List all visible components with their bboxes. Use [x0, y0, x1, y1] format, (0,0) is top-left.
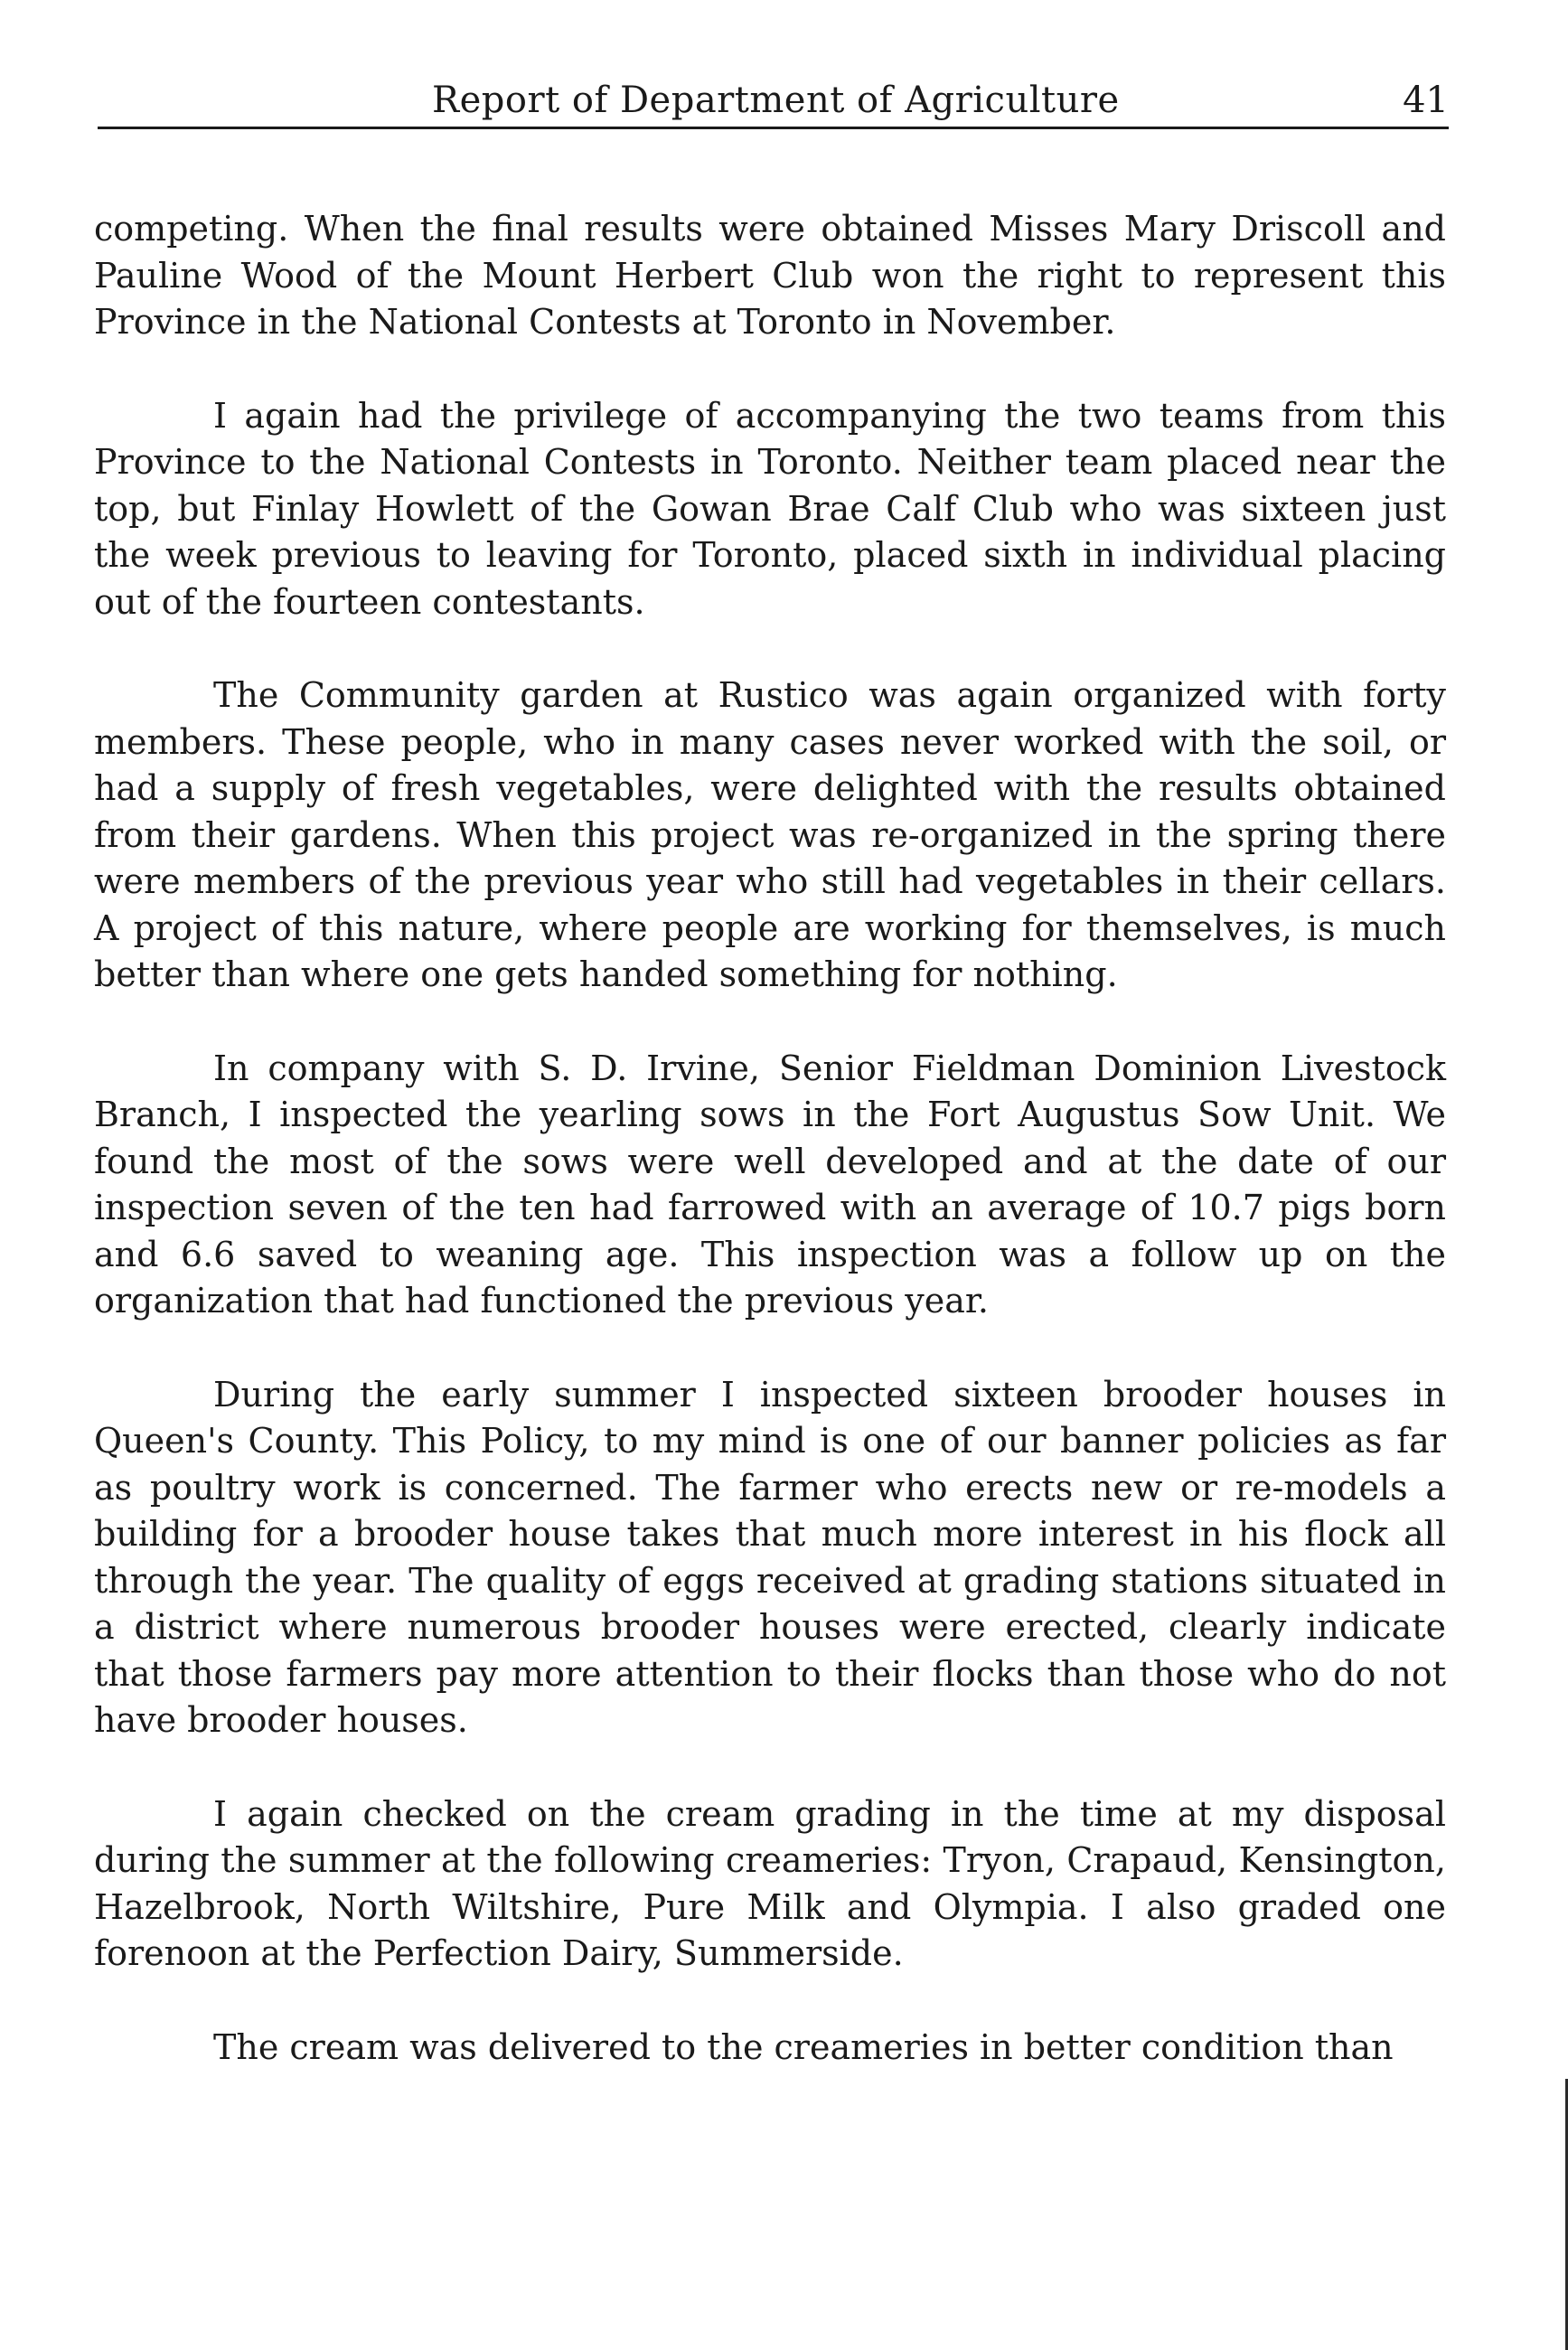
body-text: [94, 206, 1446, 2071]
paragraph-brooder-houses: During the early summer I inspected sixteen brooder houses in Queen's County. This Policy, to my mind is one of our banner policies as far as poultry work is concerned. The farmer who erects new or re-models a building for a brooder house takes that much more interest in his flock all through the year. The quality of eggs received at grading stations situated in a district where numerous brooder houses were erected, clearly indicate that those farmers pay more attention to their flocks than those who do not have brooder houses.: [94, 1374, 1446, 1740]
paragraph-sow-unit: In company with S. D. Irvine, Senior Fieldman Dominion Livestock Branch, I inspected the yearling sows in the Fort Augustus Sow Unit. We found the most of the sows were well developed and at the date of our inspection seven of the ten had farrowed with an average of 10.7 pigs born and 6.6 saved to weaning age. This inspection was a follow up on the organization that had functioned the previous year.: [94, 1048, 1446, 1321]
paragraph-community-garden: The Community garden at Rustico was again organized with forty members. These people, who in many cases never worked with the soil, or had a supply of fresh vegetables, were delighted with the results obtained from their gardens. When this project was re-organized in the spring there were members of the previous year who still had vegetables in their cellars. A project of this nature, where people are working for themselves, is much better than where one gets handed something for nothing.: [94, 675, 1446, 994]
running-header: [98, 78, 1449, 132]
paragraph-national-contests: I again had the privilege of accompanying the two teams from this Province to the National Contests in Toronto. Neither team placed near the top, but Finlay Howlett of the Gowan Brae Calf Club who was sixteen just the week previous to leaving for Toronto, placed sixth in individual placing out of the fourteen contestants.: [94, 395, 1446, 622]
paragraph-continuation: competing. When the final results were obtained Misses Mary Driscoll and Pauline Wood of the Mount Herbert Club won the right to represent this Province in the National Contests at Toronto in November.: [94, 209, 1446, 342]
page-number: 41: [1403, 80, 1449, 121]
running-title: Report of Department of Agriculture: [432, 80, 1120, 121]
paragraph-cream-condition: The cream was delivered to the creameries in better condition than: [213, 2026, 1394, 2067]
header-rule: [98, 127, 1449, 129]
paragraph-cream-grading: I again checked on the cream grading in the time at my disposal during the summer at the following creameries: Tryon, Crapaud, Kensington, Hazelbrook, North Wiltshire, Pure Milk and Olympia. I also graded one forenoon at the Perfection Dairy, Summerside.: [94, 1793, 1446, 1973]
